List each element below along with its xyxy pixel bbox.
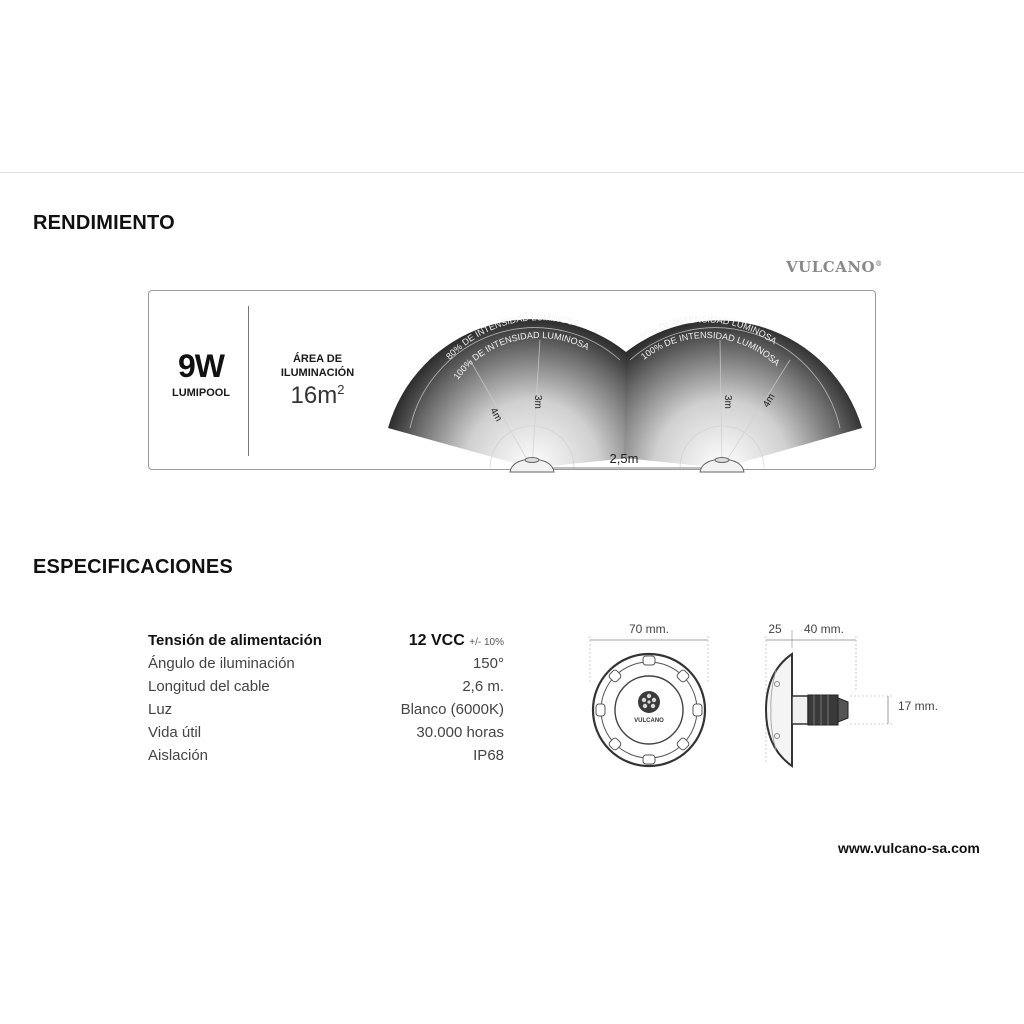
spec-row [148,655,508,678]
svg-text:80% DE INTENSIDAD LUMINOSA: 80% DE INTENSIDAD LUMINOSA [444,312,581,362]
area-label-line2: ILUMINACIÓN [280,367,355,379]
specs-table [148,632,508,770]
performance-section-title: RENDIMIENTO [33,212,175,234]
spec-label: Ángulo de iluminación [148,655,295,672]
panel-divider [248,306,249,456]
spec-value: 30.000 horas [416,724,504,741]
spec-row [148,678,508,701]
vulcano-logo: VULCANO® [786,258,883,276]
spec-row [148,701,508,724]
area-label-line1: ÁREA DE [292,353,343,365]
spec-label: Luz [148,701,173,718]
power-value: 9W [178,348,224,384]
side-height-label: 17 mm. [898,699,939,713]
spec-value: 12 VCC +/- 10% [408,632,504,649]
badge-text: VULCANO [634,718,664,724]
spec-label: Tensión de alimentación [148,632,322,649]
spec-row [148,724,508,747]
spacing-label: 2,5m [609,451,639,466]
svg-text:80% DE INTENSIDAD LUMINOSA: 80% DE INTENSIDAD LUMINOSA [637,314,779,347]
top-divider [0,172,1024,173]
spec-value: 2,6 m. [462,678,504,695]
illumination-area [260,352,375,410]
website-link[interactable]: www.vulcano-sa.com [838,840,980,856]
svg-text:100% DE INTENSIDAD LUMINOSA: 100% DE INTENSIDAD LUMINOSA [639,329,782,368]
spec-value: Blanco (6000K) [400,701,504,718]
spec-label: Longitud del cable [148,678,270,695]
spec-row [148,632,508,655]
spec-label: Vida útil [148,724,202,741]
spec-value: 150° [472,655,504,672]
depth-4m-right: 4m [761,391,778,410]
front-width-label: 70 mm. [628,622,670,636]
svg-text:100% DE INTENSIDAD LUMINOSA: 100% DE INTENSIDAD LUMINOSA [451,329,591,382]
beam-diagram [380,300,870,478]
spec-row [148,747,508,770]
model-name: LUMIPOOL [171,387,231,399]
technical-drawing [580,612,960,782]
power-block [150,348,252,399]
depth-4m-left: 4m [487,406,504,424]
spec-value: IP68 [473,747,504,764]
spec-label: Aislación [148,747,209,764]
front-view [590,622,708,766]
side-view [766,622,938,766]
side-depth-a-label: 25 [768,622,782,636]
depth-3m-right: 3m [722,395,733,409]
side-depth-b-label: 40 mm. [803,622,845,636]
depth-3m-left: 3m [532,395,543,409]
area-value: $16m^2$ [290,382,345,409]
specs-section-title: ESPECIFICACIONES [33,556,233,578]
